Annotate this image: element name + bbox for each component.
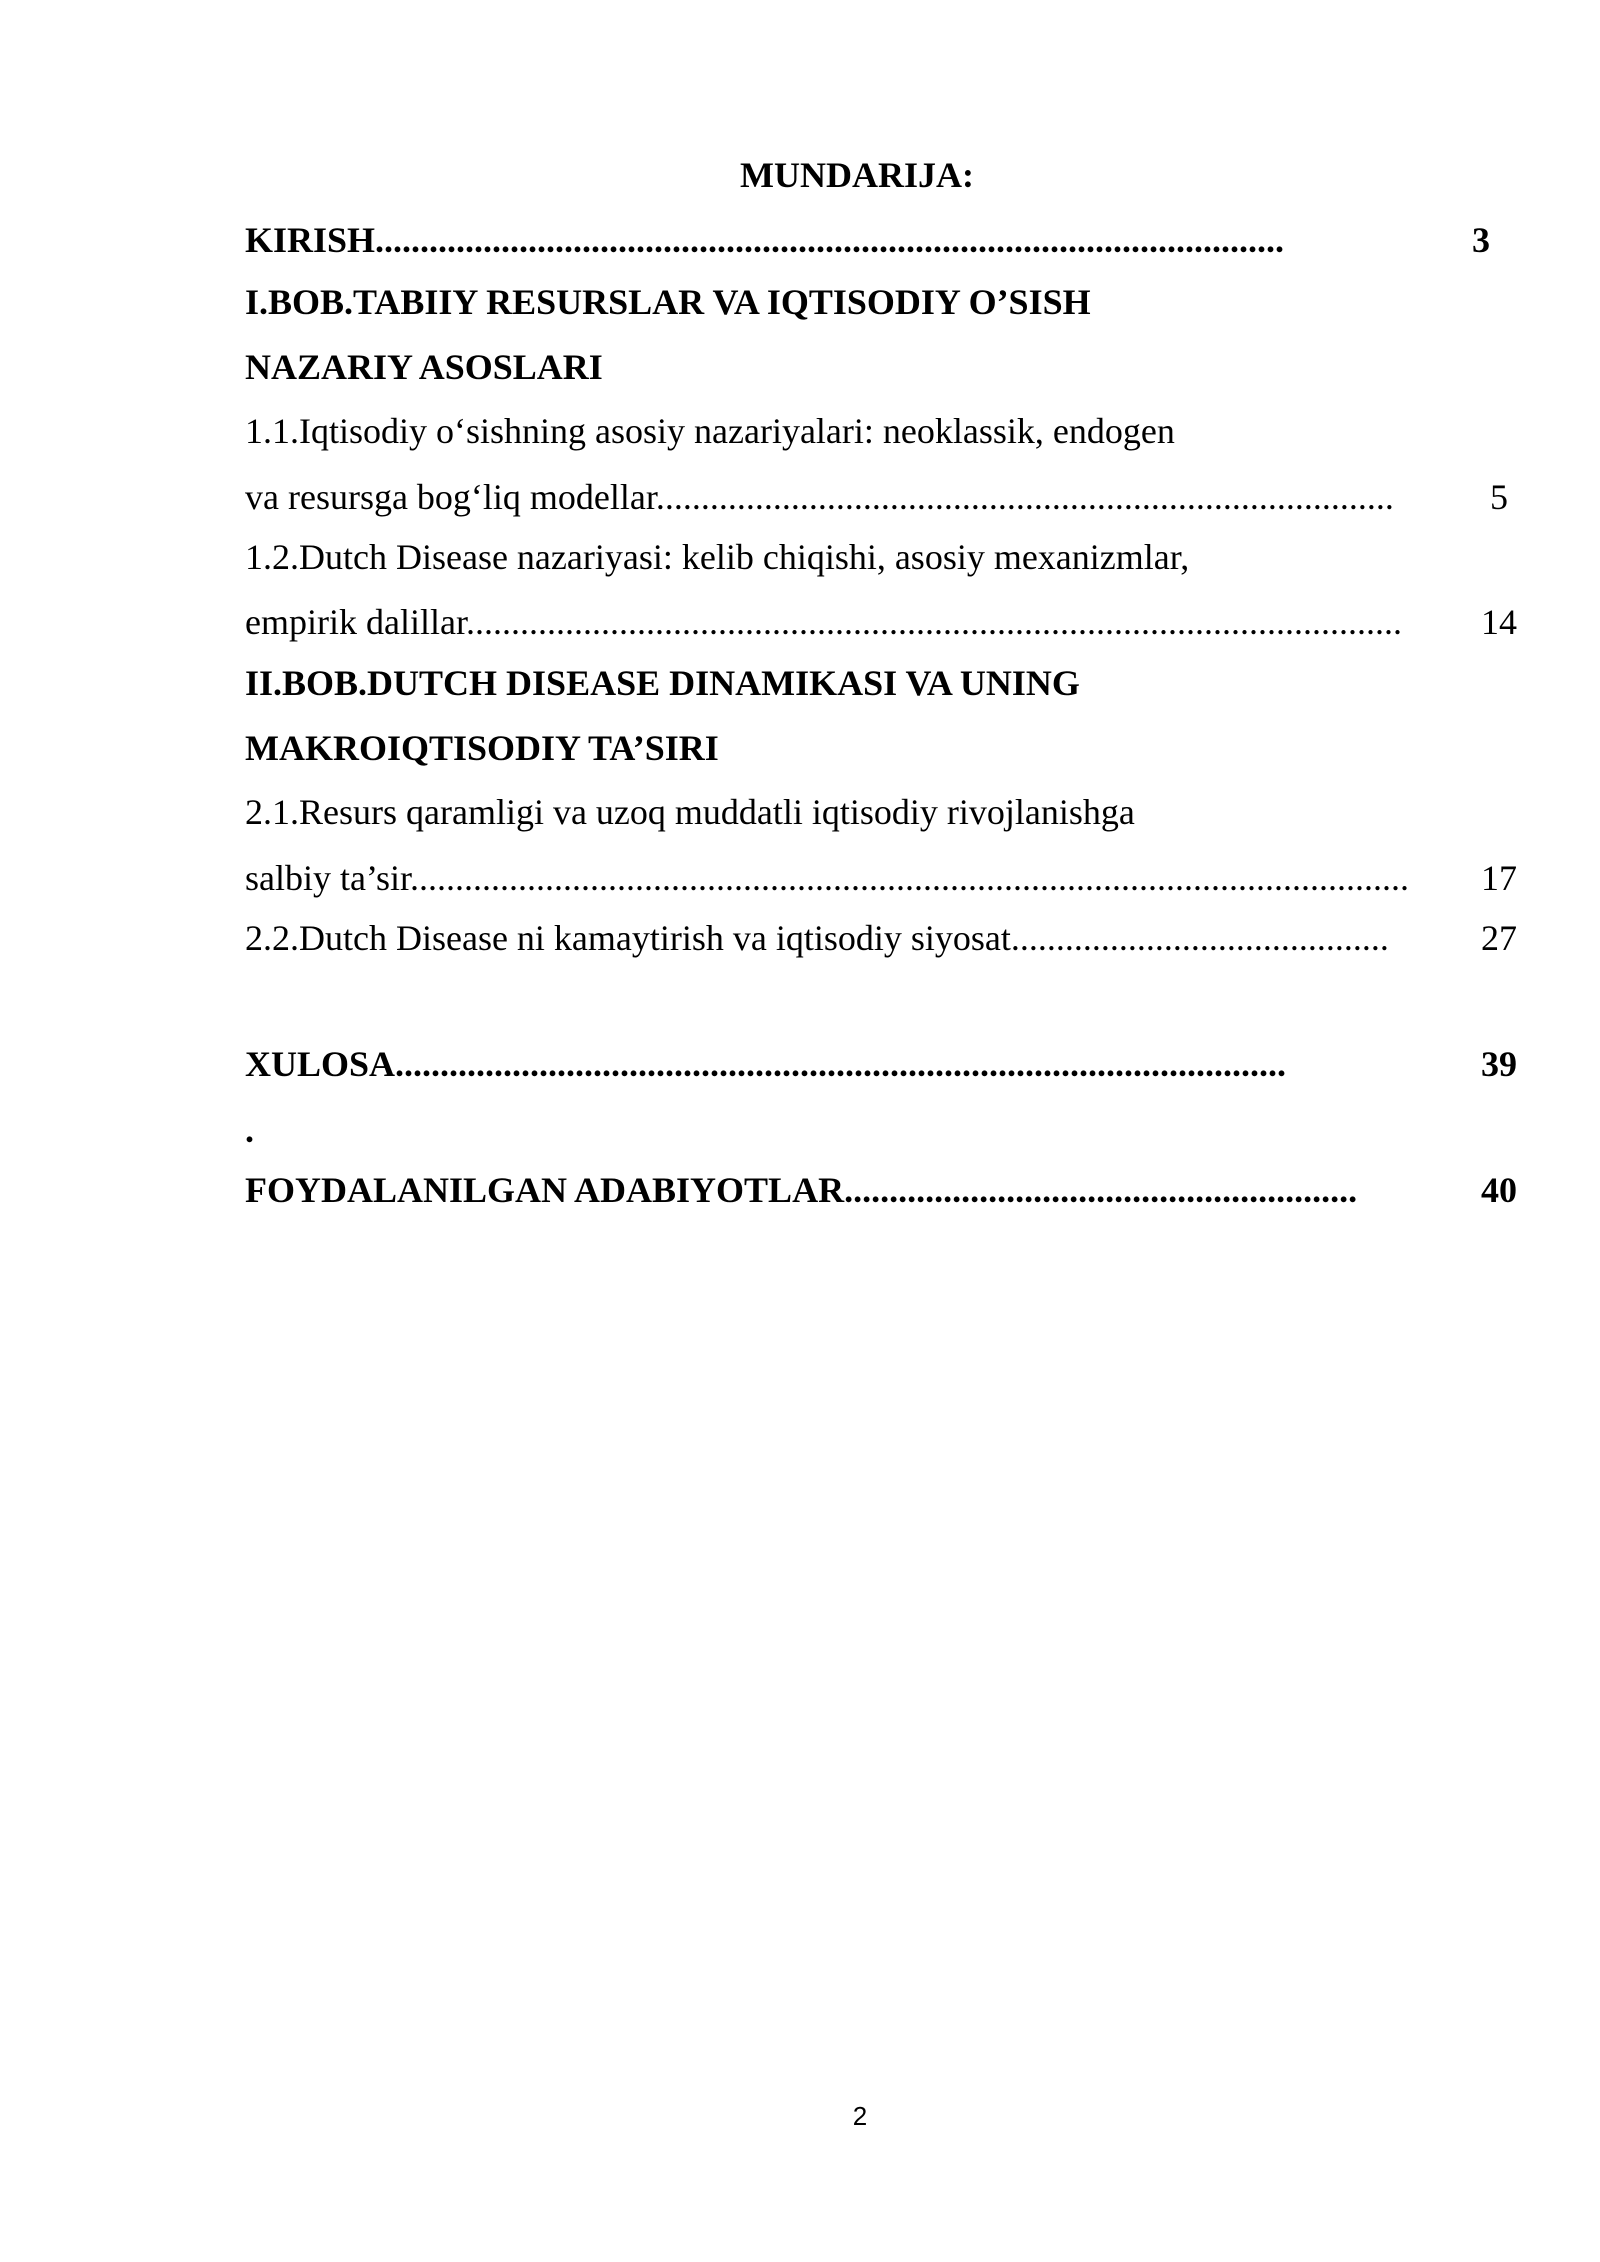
stray-period: . [245,1110,254,1150]
toc-section-1-1-line-2: va resursga bog‘liq modellar.................................................................................. [245,477,1394,517]
toc-page-2-1: 17 [1481,858,1517,898]
toc-section-1-2-line-2: empirik dalillar........................................................................................................ [245,602,1402,642]
toc-section-2-1-line-1: 2.1.Resurs qaramligi va uzoq muddatli iqtisodiy rivojlanishga [245,792,1135,832]
toc-chapter-1-line-1: I.BOB.TABIIY RESURSLAR VA IQTISODIY O’SISH [245,282,1091,322]
toc-title: MUNDARIJA: [740,155,974,195]
toc-page-references: 40 [1481,1170,1517,1210]
toc-page-1-1: 5 [1490,477,1508,517]
page-number: 2 [852,2101,868,2131]
toc-section-1-2-line-1: 1.2.Dutch Disease nazariyasi: kelib chiqishi, asosiy mexanizmlar, [245,537,1190,577]
toc-section-2-2: 2.2.Dutch Disease ni kamaytirish va iqtisodiy siyosat.......................................... [245,918,1389,958]
toc-section-2-1-line-2: salbiy ta’sir............................................................................................................... [245,858,1409,898]
toc-entry-references: FOYDALANILGAN ADABIYOTLAR......................................................... [245,1170,1358,1210]
toc-chapter-2-line-2: MAKROIQTISODIY TA’SIRI [245,728,719,768]
toc-section-1-1-line-1: 1.1.Iqtisodiy o‘sishning asosiy nazariyalari: neoklassik, endogen [245,411,1175,451]
toc-chapter-1-line-2: NAZARIY ASOSLARI [245,347,603,387]
toc-entry-kirish: KIRISH..................................................................................................... [245,220,1285,260]
toc-page-xulosa: 39 [1481,1044,1517,1084]
toc-page-kirish: 3 [1472,220,1490,260]
toc-entry-xulosa: XULOSA................................................................................................... [245,1044,1287,1084]
toc-page-2-2: 27 [1481,918,1517,958]
toc-page-1-2: 14 [1481,602,1517,642]
toc-chapter-2-line-1: II.BOB.DUTCH DISEASE DINAMIKASI VA UNING [245,663,1080,703]
